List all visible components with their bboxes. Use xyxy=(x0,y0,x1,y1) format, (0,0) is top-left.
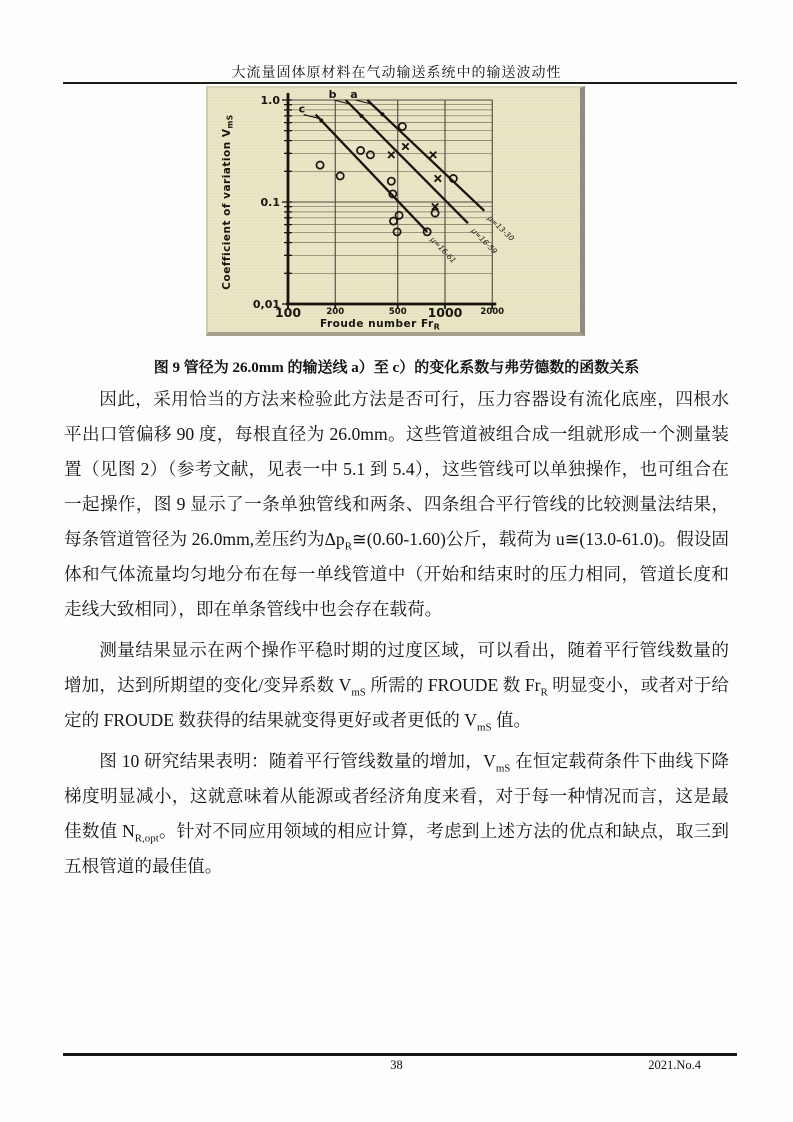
footer-issue: 2021.No.4 xyxy=(648,1058,701,1072)
marker-circle xyxy=(367,151,374,158)
line-annotation-c: μ=16-61 xyxy=(428,235,458,266)
footer-page-number: 38 xyxy=(390,1058,403,1072)
marker-circle xyxy=(388,178,395,185)
fit-line-b xyxy=(346,100,468,223)
footer-rule xyxy=(63,1053,737,1056)
body-paragraph: 图 10 研究结果表明：随着平行管线数量的增加，$V_{mS}$ 在恒定载荷条件下曲线下降梯度明显减小，这就意味着从能源或者经济角度来看，对于每一种情况而言，这是最佳数值 $N_{R,opt}$。针对不同应用领域的相应计算，考虑到上述方法的优点和缺点，取三到五根管道的最佳值。 xyxy=(64,751,729,876)
body-paragraph: 测量结果显示在两个操作平稳时期的过度区域，可以看出，随着平行管线数量的增加，达到所期望的变化/变异系数 $V_{mS}$ 所需的 FROUDE 数 $Fr_R$ 明显变小，或者对于给定的 FROUDE 数获得的结果就变得更好或者更低的 $V_{mS}$ 值。 xyxy=(64,640,729,734)
line-annotation-b: μ=16-59 xyxy=(469,226,500,256)
svg-text:2000: 2000 xyxy=(480,307,505,317)
marker-circle xyxy=(399,123,406,130)
svg-text:200: 200 xyxy=(326,307,345,317)
line-letter-b: b xyxy=(328,88,337,101)
marker-circle xyxy=(393,228,400,235)
svg-text:0.1: 0.1 xyxy=(260,196,280,209)
svg-text:Coefficient of variation VmS: Coefficient of variation $V_{mS}$ xyxy=(221,114,235,290)
body-paragraphs xyxy=(64,382,729,890)
header-rule xyxy=(63,82,737,84)
svg-text:100: 100 xyxy=(274,305,302,320)
svg-text:1000: 1000 xyxy=(427,305,463,320)
figure-9-scan xyxy=(206,86,585,336)
figure-9-caption: 图 9 管径为 26.0mm 的输送线 a）至 c）的变化系数与弗劳德数的函数关系 xyxy=(153,360,640,376)
line-letter-c: c xyxy=(298,102,306,116)
svg-text:500: 500 xyxy=(388,307,407,317)
line-annotation-a: μ=13-30 xyxy=(485,213,517,243)
marker-circle xyxy=(337,172,344,179)
svg-text:1.0: 1.0 xyxy=(260,94,280,107)
marker-circle xyxy=(390,217,397,224)
marker-circle xyxy=(432,209,439,216)
body-paragraph: 因此，采用恰当的方法来检验此方法是否可行，压力容器设有流化底座，四根水平出口管偏移 90 度，每根直径为 26.0mm。这些管道被组合成一组就形成一个测量装置（见图 2）（参考文献，见表一中 5.1 到 5.4），这些管线可以单独操作，也可组合在一起操作，图 9 显示了一条单独管线和两条、四条组合平行管线的比较测量法结果，每条管道管径为 26.0mm,差压约为$\Delta p_R≅(0.60-1.60)$公斤，载荷为 u≅(13.0-61.0)。假设固体和气体流量均匀地分布在每一单线管道中（开始和结束时的压力相同，管道长度和走线大致相同），即在单条管线中也会存在载荷。 xyxy=(64,389,729,619)
marker-circle xyxy=(316,162,323,169)
page-header-title: 大流量固体原材料在气动输送系统中的输送波动性 xyxy=(231,66,562,81)
svg-text:Froude number FrR: Froude number $Fr_R$ xyxy=(319,318,441,332)
figure-9-chart-svg xyxy=(208,88,580,332)
fit-line-c xyxy=(316,115,428,232)
line-letter-a: a xyxy=(350,88,358,101)
fit-line-a xyxy=(367,100,484,211)
svg-text:0,01: 0,01 xyxy=(252,298,280,311)
